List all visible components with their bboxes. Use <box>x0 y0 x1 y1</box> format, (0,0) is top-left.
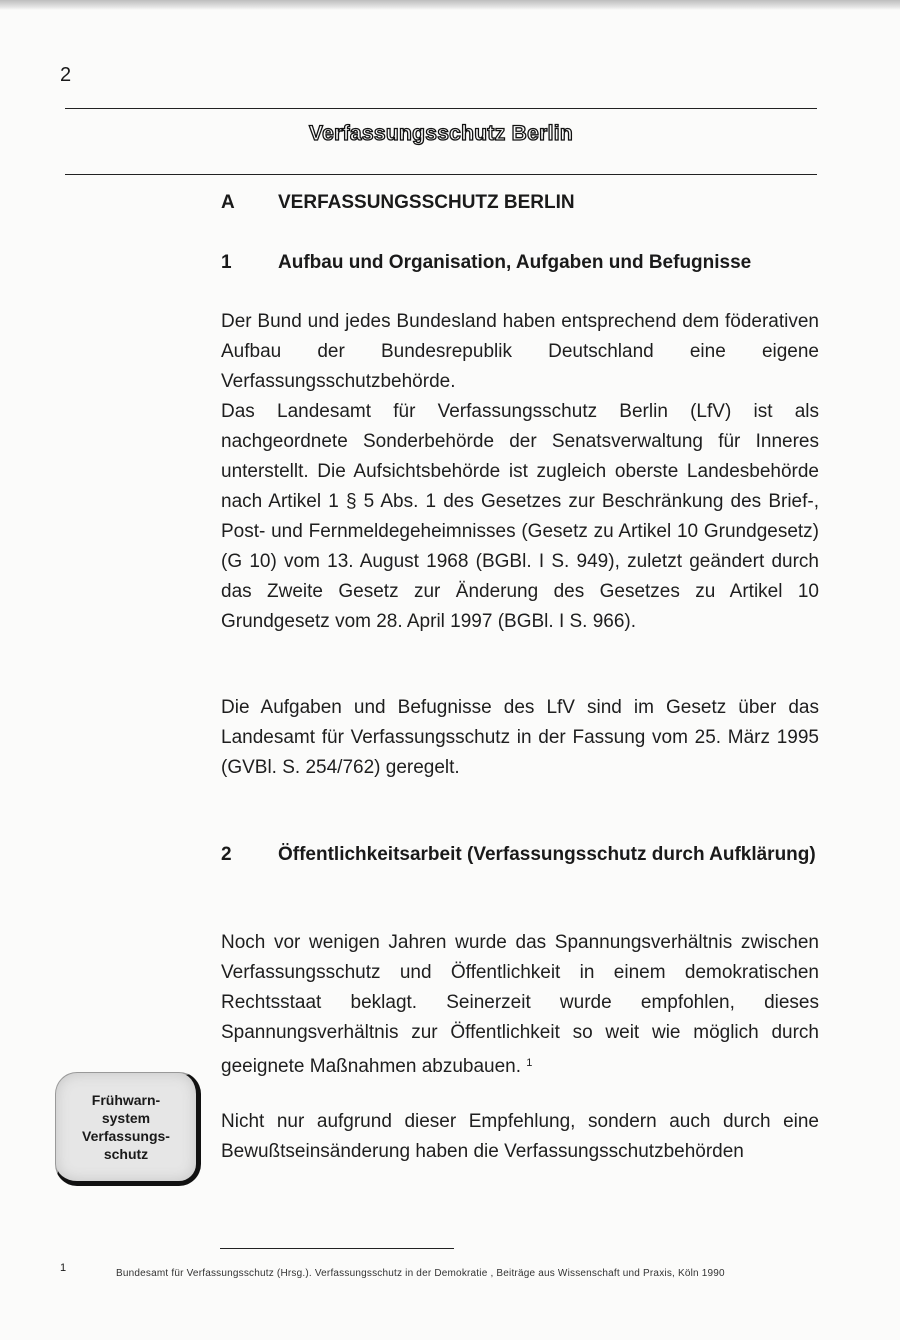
section-2-title: Öffentlichkeitsarbeit (Verfassungsschutz durch Aufklärung) <box>278 844 816 865</box>
margin-note-text: Frühwarn- system Verfassungs- schutz <box>82 1092 170 1162</box>
section-1-number: 1 <box>221 252 232 273</box>
margin-note-box <box>55 1072 201 1186</box>
section-1-title: Aufbau und Organisation, Aufgaben und Befugnisse <box>278 252 752 273</box>
section-a-heading <box>221 188 821 218</box>
footnote-text: Bundesamt für Verfassungsschutz (Hrsg.). Verfassungsschutz in der Demokratie , Beiträge aus Wissenschaft und Praxis, Köln 1990 <box>116 1268 725 1279</box>
section-1-paragraph-1: Der Bund und jedes Bundesland haben entsprechend dem föderativen Aufbau der Bundesrepublik Deutschland eine eigene Verfassungsschutzbehörde. <box>221 311 819 392</box>
footnote-rule <box>220 1248 454 1249</box>
section-1-paragraph-3: Die Aufgaben und Befugnisse des LfV sind im Gesetz über das Landesamt für Verfassungsschutz in der Fassung vom 25. März 1995 (GVBl. S. 254/762) geregelt. <box>221 697 819 778</box>
section-2-paragraph-2: Nicht nur aufgrund dieser Empfehlung, sondern auch durch eine Bewußtseinsänderung haben die Verfassungsschutzbehörden <box>221 1111 819 1162</box>
section-2-number: 2 <box>221 844 232 865</box>
running-title-text: Verfassungsschutz Berlin <box>309 122 573 145</box>
section-1-heading <box>221 248 821 278</box>
footnote-mark: 1 <box>60 1262 67 1274</box>
section-a-number: A <box>221 192 235 213</box>
header-rule-bottom <box>65 174 817 175</box>
section-1-paragraph-2: Das Landesamt für Verfassungsschutz Berlin (LfV) ist als nachgeordnete Sonderbehörde der Senatsverwaltung für Inneres unterstellt. Die Aufsichtsbehörde ist zugleich oberste Landesbehörde nach Artikel 1 § 5 Abs. 1 des Gesetzes zur Beschränkung des Brief-, Post- und Fernmeldegeheimnisses (Gesetz zu Artikel 10 Grundgesetz) (G 10) vom 13. August 1968 (BGBl. I S. 949), zuletzt geändert durch das Zweite Gesetz zur Änderung des Gesetzes zu Artikel 10 Grundgesetz vom 28. April 1997 (BGBl. I S. 966). <box>221 401 819 632</box>
scan-edge <box>0 0 900 10</box>
section-2-paragraph-1-text: Noch vor wenigen Jahren wurde das Spannungsverhältnis zwischen Verfassungsschutz und Öffentlichkeit in einem demokratischen Rechtsstaat beklagt. Seinerzeit wurde empfohlen, dieses Spannungsverhältnis zur Öffentlichkeit so weit wie möglich durch geeignete Maßnahmen abzubauen. <box>221 932 819 1077</box>
section-a-title: VERFASSUNGSSCHUTZ BERLIN <box>278 192 575 213</box>
section-2-paragraph-1 <box>221 928 819 1082</box>
section-2-heading <box>221 840 821 870</box>
running-title <box>65 122 817 146</box>
footnote-reference[interactable]: 1 <box>526 1057 533 1069</box>
page-number: 2 <box>60 64 72 86</box>
header-rule-top <box>65 108 817 109</box>
